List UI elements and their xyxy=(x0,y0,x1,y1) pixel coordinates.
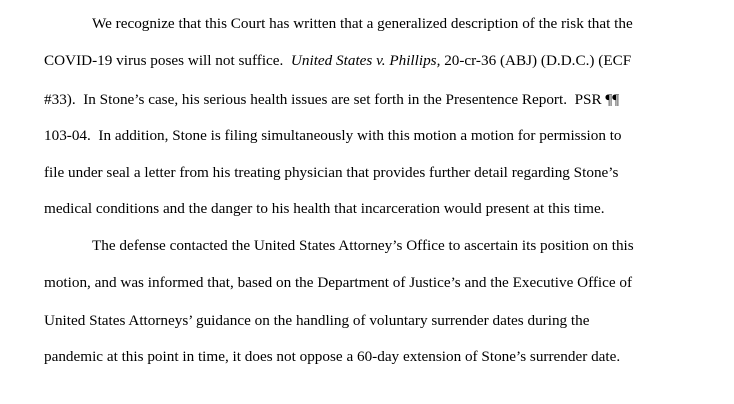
text-line: file under seal a letter from his treating physician that provides further detail regarding Stone’s xyxy=(44,164,619,181)
text-line: medical conditions and the danger to his health that incarceration would present at this time. xyxy=(44,200,605,217)
text-line: 103-04. In addition, Stone is filing simultaneously with this motion a motion for permission to xyxy=(44,127,622,144)
text-line: The defense contacted the United States Attorney’s Office to ascertain its position on this xyxy=(92,237,634,254)
text-line: United States Attorneys’ guidance on the handling of voluntary surrender dates during the xyxy=(44,312,590,329)
text-span: COVID-19 virus poses will not suffice. xyxy=(44,52,291,69)
case-citation: United States v. Phillips, xyxy=(290,52,441,69)
text-line xyxy=(44,52,631,70)
text-span: 20-cr-36 (ABJ) (D.D.C.) (ECF xyxy=(440,52,632,69)
text-line: pandemic at this point in time, it does not oppose a 60-day extension of Stone’s surrender date. xyxy=(44,348,621,365)
text-line: #33). In Stone’s case, his serious health issues are set forth in the Presentence Report. PSR ¶¶ xyxy=(44,91,620,108)
text-line: We recognize that this Court has written that a generalized description of the risk that the xyxy=(92,15,633,32)
text-line: motion, and was informed that, based on the Department of Justice’s and the Executive Office of xyxy=(44,274,633,291)
